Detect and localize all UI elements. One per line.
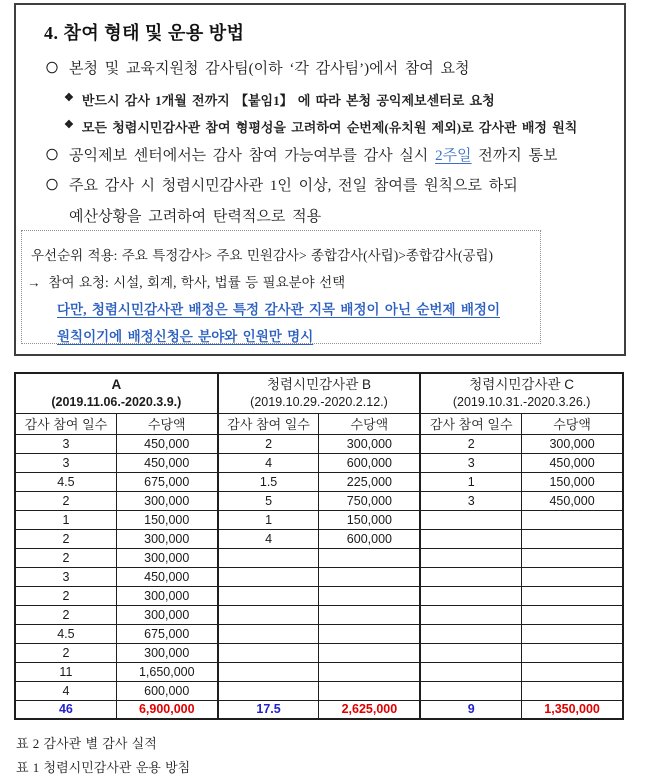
circle-bullet-icon: 〇 xyxy=(46,61,59,75)
bullet-text xyxy=(69,144,557,165)
audit-table xyxy=(14,372,624,720)
subbullet-text: 반드시 감사 1개월 전까지 【붙임1】 에 따라 본청 공익제보센터로 요청 xyxy=(81,93,495,108)
table-cell: 450,000 xyxy=(116,567,217,586)
total-cell: 17.5 xyxy=(218,700,319,719)
table-cell xyxy=(522,681,623,700)
sub-header-cell: 수당액 xyxy=(116,413,217,434)
bullet-notification-deadline xyxy=(46,144,558,165)
group-name: A xyxy=(111,376,122,392)
table-cell: 3 xyxy=(15,567,116,586)
table-cell: 4 xyxy=(15,681,116,700)
total-cell: 46 xyxy=(15,700,116,719)
table-cell xyxy=(522,643,623,662)
table-cell: 300,000 xyxy=(522,434,623,453)
table-cell: 1 xyxy=(218,510,319,529)
table-row xyxy=(15,681,623,700)
section-border-box xyxy=(14,3,626,356)
sub-header-cell: 수당액 xyxy=(319,413,420,434)
table-cell xyxy=(522,510,623,529)
table-cell: 150,000 xyxy=(116,510,217,529)
audit-table-body xyxy=(15,434,623,719)
table-cell xyxy=(319,662,420,681)
circle-bullet-icon: 〇 xyxy=(46,148,59,162)
table-cell xyxy=(522,624,623,643)
table-cell xyxy=(420,643,521,662)
table-cell xyxy=(522,567,623,586)
table-cell xyxy=(319,681,420,700)
table-row xyxy=(15,453,623,472)
table-cell: 300,000 xyxy=(116,529,217,548)
table-cell: 3 xyxy=(15,434,116,453)
table-row xyxy=(15,491,623,510)
table-cell xyxy=(420,662,521,681)
table-cell xyxy=(319,586,420,605)
table-row xyxy=(15,472,623,491)
table-cell xyxy=(218,643,319,662)
table-cell xyxy=(522,529,623,548)
table-cell xyxy=(319,567,420,586)
total-cell: 1,350,000 xyxy=(522,700,623,719)
column-group-header xyxy=(15,373,218,413)
table-cell: 450,000 xyxy=(116,453,217,472)
table-cell: 150,000 xyxy=(319,510,420,529)
table-cell: 2 xyxy=(15,548,116,567)
table-cell xyxy=(420,567,521,586)
bullet-full-day-participation xyxy=(46,174,518,195)
table-row xyxy=(15,624,623,643)
table-cell: 300,000 xyxy=(116,548,217,567)
subbullet-text: 모든 청렴시민감사관 참여 형평성을 고려하여 순번제(유치원 제외)로 감사관 배정 원칙 xyxy=(81,120,578,135)
subbullet-rotation-principle xyxy=(64,117,577,136)
table-cell: 450,000 xyxy=(116,434,217,453)
table-cell xyxy=(522,586,623,605)
table-row xyxy=(15,586,623,605)
table-cell: 600,000 xyxy=(319,453,420,472)
table-cell: 3 xyxy=(420,491,521,510)
column-group-header xyxy=(420,373,623,413)
table-cell: 300,000 xyxy=(319,434,420,453)
group-name: 청렴시민감사관 C xyxy=(469,376,575,392)
table-cell: 300,000 xyxy=(116,491,217,510)
table-row xyxy=(15,567,623,586)
section-title: 4. 참여 형태 및 운용 방법 xyxy=(44,23,245,43)
request-fields-line xyxy=(27,271,345,291)
group-period: (2019.10.29.-2020.2.12.) xyxy=(250,394,388,409)
table-cell: 675,000 xyxy=(116,624,217,643)
table-cell: 2 xyxy=(15,529,116,548)
circle-bullet-icon: 〇 xyxy=(46,178,59,192)
table-cell: 675,000 xyxy=(116,472,217,491)
table-cell xyxy=(218,624,319,643)
table-cell xyxy=(420,605,521,624)
table-cell: 2 xyxy=(15,491,116,510)
bullet-text: 본청 및 교육지원청 감사팀(이하 ‘각 감사팀’)에서 참여 요청 xyxy=(69,61,470,77)
table-cell: 450,000 xyxy=(522,453,623,472)
table-cell xyxy=(218,567,319,586)
table-cell xyxy=(319,643,420,662)
table-cell: 2 xyxy=(15,643,116,662)
table-cell: 600,000 xyxy=(319,529,420,548)
table-cell xyxy=(218,681,319,700)
table-cell: 2 xyxy=(218,434,319,453)
table-cell: 4.5 xyxy=(15,624,116,643)
table-cell xyxy=(420,624,521,643)
sub-header-cell: 수당액 xyxy=(522,413,623,434)
table-cell: 300,000 xyxy=(116,586,217,605)
table-cell: 450,000 xyxy=(522,491,623,510)
table-cell xyxy=(420,548,521,567)
table-cell xyxy=(319,548,420,567)
total-cell: 6,900,000 xyxy=(116,700,217,719)
subbullet-one-month-notice xyxy=(64,90,495,109)
table-caption-1: 표 1 청렴시민감사관 운용 방침 xyxy=(16,760,191,775)
bullet-text-prefix: 공익제보 센터에서는 감사 참여 가능여부를 감사 실시 xyxy=(69,148,436,164)
diamond-bullet-icon: ❖ xyxy=(64,119,74,131)
table-cell: 2 xyxy=(15,586,116,605)
table-cell: 225,000 xyxy=(319,472,420,491)
diamond-bullet-icon: ❖ xyxy=(64,92,74,104)
table-cell: 4 xyxy=(218,529,319,548)
table-cell: 150,000 xyxy=(522,472,623,491)
sub-header-cell: 감사 참여 일수 xyxy=(15,413,116,434)
table-row xyxy=(15,529,623,548)
table-cell xyxy=(420,510,521,529)
table-cell xyxy=(420,529,521,548)
table-cell: 5 xyxy=(218,491,319,510)
table-cell xyxy=(522,548,623,567)
table-row xyxy=(15,510,623,529)
table-cell: 300,000 xyxy=(116,643,217,662)
bullet-continuation-line: 예산상황을 고려하여 탄력적으로 적용 xyxy=(69,209,322,225)
group-period: (2019.11.06.-2020.3.9.) xyxy=(51,394,182,409)
two-weeks-highlight: 2주일 xyxy=(435,148,472,164)
table-row xyxy=(15,643,623,662)
priority-order-line: 우선순위 적용: 주요 특정감사> 주요 민원감사> 종합감사(사립)>종합감사(공립) xyxy=(31,248,494,263)
table-cell xyxy=(218,586,319,605)
priority-box xyxy=(21,230,541,344)
table-row xyxy=(15,662,623,681)
table-cell: 1 xyxy=(420,472,521,491)
table-row xyxy=(15,434,623,453)
table-row xyxy=(15,605,623,624)
assignment-note-line2: 원칙이기에 배정신청은 분야와 인원만 명시 xyxy=(57,329,314,344)
bullet-text-suffix: 전까지 통보 xyxy=(471,148,558,164)
table-cell xyxy=(522,662,623,681)
table-cell xyxy=(420,586,521,605)
table-cell xyxy=(319,605,420,624)
table-cell xyxy=(522,605,623,624)
sub-header-cell: 감사 참여 일수 xyxy=(218,413,319,434)
table-cell xyxy=(218,662,319,681)
table-cell xyxy=(319,624,420,643)
table-cell: 1,650,000 xyxy=(116,662,217,681)
total-cell: 9 xyxy=(420,700,521,719)
table-cell: 750,000 xyxy=(319,491,420,510)
bullet-participation-request xyxy=(46,57,470,78)
table-row xyxy=(15,548,623,567)
table-cell: 3 xyxy=(15,453,116,472)
sub-header-cell: 감사 참여 일수 xyxy=(420,413,521,434)
table-cell: 4.5 xyxy=(15,472,116,491)
bullet-text: 주요 감사 시 청렴시민감사관 1인 이상, 전일 참여를 원칙으로 하되 xyxy=(69,178,518,194)
table-caption-2: 표 2 감사관 별 감사 실적 xyxy=(16,736,157,751)
group-name: 청렴시민감사관 B xyxy=(266,376,371,392)
request-fields-text: 참여 요청: 시설, 회계, 학사, 법률 등 필요분야 선택 xyxy=(48,275,346,290)
table-cell: 1 xyxy=(15,510,116,529)
table-cell: 600,000 xyxy=(116,681,217,700)
table-cell: 1.5 xyxy=(218,472,319,491)
table-cell: 4 xyxy=(218,453,319,472)
column-group-header xyxy=(218,373,421,413)
arrow-icon: → xyxy=(27,275,41,290)
table-cell xyxy=(420,681,521,700)
table-cell: 3 xyxy=(420,453,521,472)
total-cell: 2,625,000 xyxy=(319,700,420,719)
table-cell: 11 xyxy=(15,662,116,681)
table-cell xyxy=(218,548,319,567)
table-cell: 300,000 xyxy=(116,605,217,624)
group-period: (2019.10.31.-2020.3.26.) xyxy=(452,394,591,409)
assignment-note-line1: 다만, 청렴시민감사관 배정은 특정 감사관 지목 배정이 아닌 순번제 배정이 xyxy=(57,302,500,317)
table-cell: 2 xyxy=(420,434,521,453)
table-total-row xyxy=(15,700,623,719)
table-cell: 2 xyxy=(15,605,116,624)
audit-table-head xyxy=(15,373,623,434)
table-cell xyxy=(218,605,319,624)
